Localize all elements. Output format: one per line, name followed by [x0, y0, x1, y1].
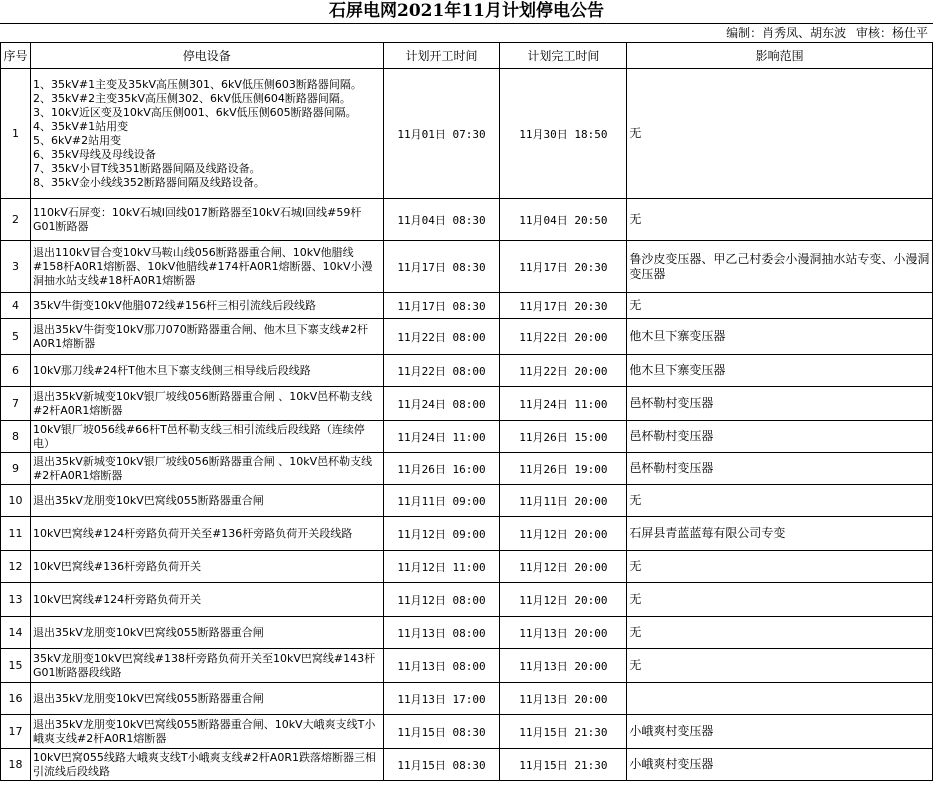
outage-device: 10kV银厂坡056线#66杆T邑杯勒支线三相引流线后段线路（连续停电） [30, 421, 383, 453]
end-time: 11月12日 20:00 [500, 517, 627, 551]
row-number: 2 [1, 199, 31, 241]
table-row [1, 683, 933, 715]
device-line: 5、6kV#2站用变 [32, 133, 122, 147]
affected-scope: 石屏县青蓝蓝莓有限公司专变 [627, 517, 933, 551]
row-number: 15 [1, 649, 31, 683]
end-time: 11月17日 20:30 [500, 241, 627, 293]
row-number: 10 [1, 485, 31, 517]
device-line: 8、35kV金小线线352断路器间隔及线路设备。 [32, 175, 265, 189]
affected-scope: 无 [627, 69, 933, 199]
start-time: 11月22日 08:00 [383, 355, 500, 387]
header-start: 计划开工时间 [383, 43, 500, 69]
affected-scope: 小峨爽村变压器 [627, 715, 933, 749]
outage-device [30, 69, 383, 199]
start-time: 11月17日 08:30 [383, 241, 500, 293]
table-row [1, 583, 933, 617]
table-row [1, 649, 933, 683]
table-row [1, 199, 933, 241]
start-time: 11月01日 07:30 [383, 69, 500, 199]
affected-scope: 无 [627, 293, 933, 319]
affected-scope: 无 [627, 485, 933, 517]
end-time: 11月30日 18:50 [500, 69, 627, 199]
row-number: 16 [1, 683, 31, 715]
affected-scope: 小峨爽村变压器 [627, 749, 933, 781]
start-time: 11月11日 09:00 [383, 485, 500, 517]
table-row [1, 69, 933, 199]
end-time: 11月12日 20:00 [500, 551, 627, 583]
row-number: 13 [1, 583, 31, 617]
start-time: 11月12日 11:00 [383, 551, 500, 583]
table-row [1, 517, 933, 551]
reviewed-by: 审核：杨仕平 [855, 26, 928, 40]
start-time: 11月04日 08:30 [383, 199, 500, 241]
start-time: 11月15日 08:30 [383, 715, 500, 749]
outage-device: 退出35kV龙朋变10kV巴窝线055断路器重合闸、10kV大峨爽支线T小峨爽支线#2杆A0R1熔断器 [30, 715, 383, 749]
start-time: 11月24日 11:00 [383, 421, 500, 453]
outage-device: 10kV巴窝线#136杆旁路负荷开关 [30, 551, 383, 583]
row-number: 4 [1, 293, 31, 319]
affected-scope: 无 [627, 583, 933, 617]
header-no: 序号 [1, 43, 31, 69]
end-time: 11月17日 20:30 [500, 293, 627, 319]
end-time: 11月26日 15:00 [500, 421, 627, 453]
end-time: 11月24日 11:00 [500, 387, 627, 421]
outage-table [0, 42, 933, 781]
start-time: 11月13日 17:00 [383, 683, 500, 715]
device-line: 6、35kV母线及母线设备 [32, 147, 156, 161]
row-number: 17 [1, 715, 31, 749]
affected-scope: 无 [627, 551, 933, 583]
table-row [1, 453, 933, 485]
table-row [1, 617, 933, 649]
device-line: 3、10kV近区变及10kV高压侧001、6kV低压侧605断路器间隔。 [32, 105, 357, 119]
device-line: 7、35kV小冒T线351断路器间隔及线路设备。 [32, 161, 261, 175]
affected-scope: 他木旦下寨变压器 [627, 355, 933, 387]
affected-scope: 他木旦下寨变压器 [627, 319, 933, 355]
affected-scope: 无 [627, 199, 933, 241]
table-row [1, 241, 933, 293]
end-time: 11月13日 20:00 [500, 617, 627, 649]
outage-device: 退出35kV新城变10kV银厂坡线056断路器重合闸 、10kV邑杯勒支线#2杆A0R1熔断器 [30, 387, 383, 421]
row-number: 14 [1, 617, 31, 649]
start-time: 11月12日 08:00 [383, 583, 500, 617]
outage-device: 退出35kV新城变10kV银厂坡线056断路器重合闸 、10kV邑杯勒支线#2杆A0R1熔断器 [30, 453, 383, 485]
device-line: 4、35kV#1站用变 [32, 119, 129, 133]
row-number: 3 [1, 241, 31, 293]
affected-scope: 邑杯勒村变压器 [627, 387, 933, 421]
start-time: 11月22日 08:00 [383, 319, 500, 355]
outage-device: 35kV龙朋变10kV巴窝线#138杆旁路负荷开关至10kV巴窝线#143杆G01断路器段线路 [30, 649, 383, 683]
start-time: 11月13日 08:00 [383, 617, 500, 649]
outage-device: 10kV那刀线#24杆T他木旦下寨支线侧三相导线后段线路 [30, 355, 383, 387]
start-time: 11月15日 08:30 [383, 749, 500, 781]
end-time: 11月11日 20:00 [500, 485, 627, 517]
device-line: 1、35kV#1主变及35kV高压侧301、6kV低压侧603断路器间隔。 [32, 77, 362, 91]
outage-device: 35kV牛街变10kV他腊072线#156杆三相引流线后段线路 [30, 293, 383, 319]
row-number: 11 [1, 517, 31, 551]
compiled-by: 编制：肖秀凤、胡东波 [726, 26, 847, 40]
table-row [1, 355, 933, 387]
table-row [1, 551, 933, 583]
row-number: 5 [1, 319, 31, 355]
outage-device: 10kV巴窝055线路大峨爽支线T小峨爽支线#2杆A0R1跌落熔断器三相引流线后段线路 [30, 749, 383, 781]
table-row [1, 749, 933, 781]
outage-device: 10kV巴窝线#124杆旁路负荷开关 [30, 583, 383, 617]
header-device: 停电设备 [30, 43, 383, 69]
end-time: 11月26日 19:00 [500, 453, 627, 485]
end-time: 11月15日 21:30 [500, 749, 627, 781]
row-number: 1 [1, 69, 31, 199]
start-time: 11月24日 08:00 [383, 387, 500, 421]
header-scope: 影响范围 [627, 43, 933, 69]
table-row [1, 715, 933, 749]
start-time: 11月12日 09:00 [383, 517, 500, 551]
table-row [1, 293, 933, 319]
outage-device: 退出35kV龙朋变10kV巴窝线055断路器重合闸 [30, 683, 383, 715]
outage-device: 退出35kV牛街变10kV那刀070断路器重合闸、他木旦下寨支线#2杆A0R1熔断器 [30, 319, 383, 355]
affected-scope: 邑杯勒村变压器 [627, 453, 933, 485]
row-number: 7 [1, 387, 31, 421]
end-time: 11月22日 20:00 [500, 355, 627, 387]
outage-device: 退出110kV冒合变10kV马鞍山线056断路器重合闸、10kV他腊线#158杆A0R1熔断器、10kV他腊线#174杆A0R1熔断器、10kV小漫洞抽水站支线#18杆A0R1熔断器 [30, 241, 383, 293]
end-time: 11月13日 20:00 [500, 649, 627, 683]
start-time: 11月13日 08:00 [383, 649, 500, 683]
header-end: 计划完工时间 [500, 43, 627, 69]
affected-scope: 无 [627, 649, 933, 683]
page-title: 石屏电网2021年11月计划停电公告 [0, 0, 933, 24]
table-row [1, 387, 933, 421]
outage-device: 110kV石屏变：10kV石城Ⅰ回线017断路器至10kV石城Ⅰ回线#59杆G01断路器 [30, 199, 383, 241]
row-number: 6 [1, 355, 31, 387]
end-time: 11月12日 20:00 [500, 583, 627, 617]
end-time: 11月22日 20:00 [500, 319, 627, 355]
start-time: 11月17日 08:30 [383, 293, 500, 319]
row-number: 18 [1, 749, 31, 781]
editors-line [0, 24, 928, 43]
table-header-row [1, 43, 933, 69]
end-time: 11月13日 20:00 [500, 683, 627, 715]
table-row [1, 319, 933, 355]
start-time: 11月26日 16:00 [383, 453, 500, 485]
table-row [1, 421, 933, 453]
affected-scope [627, 683, 933, 715]
end-time: 11月15日 21:30 [500, 715, 627, 749]
affected-scope: 鲁沙皮变压器、甲乙己村委会小漫洞抽水站专变、小漫洞变压器 [627, 241, 933, 293]
outage-device: 退出35kV龙朋变10kV巴窝线055断路器重合闸 [30, 485, 383, 517]
row-number: 12 [1, 551, 31, 583]
table-row [1, 485, 933, 517]
outage-device: 退出35kV龙朋变10kV巴窝线055断路器重合闸 [30, 617, 383, 649]
outage-device: 10kV巴窝线#124杆旁路负荷开关至#136杆旁路负荷开关段线路 [30, 517, 383, 551]
end-time: 11月04日 20:50 [500, 199, 627, 241]
row-number: 9 [1, 453, 31, 485]
device-line: 2、35kV#2主变35kV高压侧302、6kV低压侧604断路器间隔。 [32, 91, 351, 105]
affected-scope: 无 [627, 617, 933, 649]
affected-scope: 邑杯勒村变压器 [627, 421, 933, 453]
row-number: 8 [1, 421, 31, 453]
